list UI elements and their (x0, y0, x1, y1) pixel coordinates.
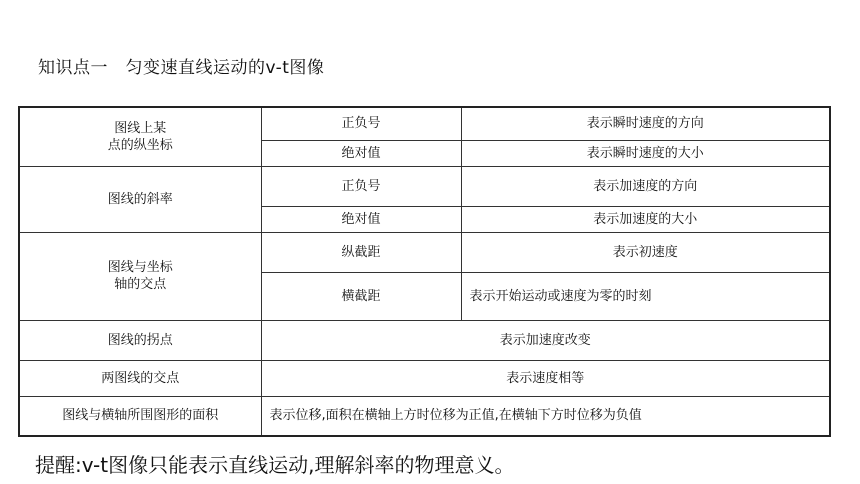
sub-item-sign: 正负号 (261, 166, 461, 206)
meaning-cell: 表示加速度改变 (261, 320, 830, 360)
row-header-area: 图线与横轴所围图形的面积 (19, 396, 261, 436)
sub-item-x-intercept: 横截距 (261, 272, 461, 320)
meaning-cell: 表示速度相等 (261, 360, 830, 396)
table-row (19, 232, 830, 272)
meaning-cell: 表示加速度的大小 (461, 206, 830, 232)
sub-item-abs: 绝对值 (261, 140, 461, 166)
meaning-cell: 表示位移,面积在横轴上方时位移为正值,在横轴下方时位移为负值 (261, 396, 830, 436)
reminder-note: 提醒:v-t图像只能表示直线运动,理解斜率的物理意义。 (35, 453, 515, 477)
row-header-intercepts: 图线与坐标 轴的交点 (19, 232, 261, 320)
meaning-cell: 表示瞬时速度的方向 (461, 107, 830, 140)
meaning-cell: 表示初速度 (461, 232, 830, 272)
table-row (19, 360, 830, 396)
row-header-intersection: 两图线的交点 (19, 360, 261, 396)
vt-graph-meaning-table (18, 106, 831, 437)
sub-item-y-intercept: 纵截距 (261, 232, 461, 272)
table-row (19, 166, 830, 206)
table-row (19, 107, 830, 140)
meaning-cell: 表示瞬时速度的大小 (461, 140, 830, 166)
table-row (19, 396, 830, 436)
meaning-cell: 表示加速度的方向 (461, 166, 830, 206)
table-row (19, 320, 830, 360)
row-header-slope: 图线的斜率 (19, 166, 261, 232)
sub-item-sign: 正负号 (261, 107, 461, 140)
row-header-ordinate: 图线上某 点的纵坐标 (19, 107, 261, 166)
section-heading: 知识点一 匀变速直线运动的v-t图像 (38, 58, 325, 78)
row-header-turning-point: 图线的拐点 (19, 320, 261, 360)
meaning-cell: 表示开始运动或速度为零的时刻 (461, 272, 830, 320)
sub-item-abs: 绝对值 (261, 206, 461, 232)
